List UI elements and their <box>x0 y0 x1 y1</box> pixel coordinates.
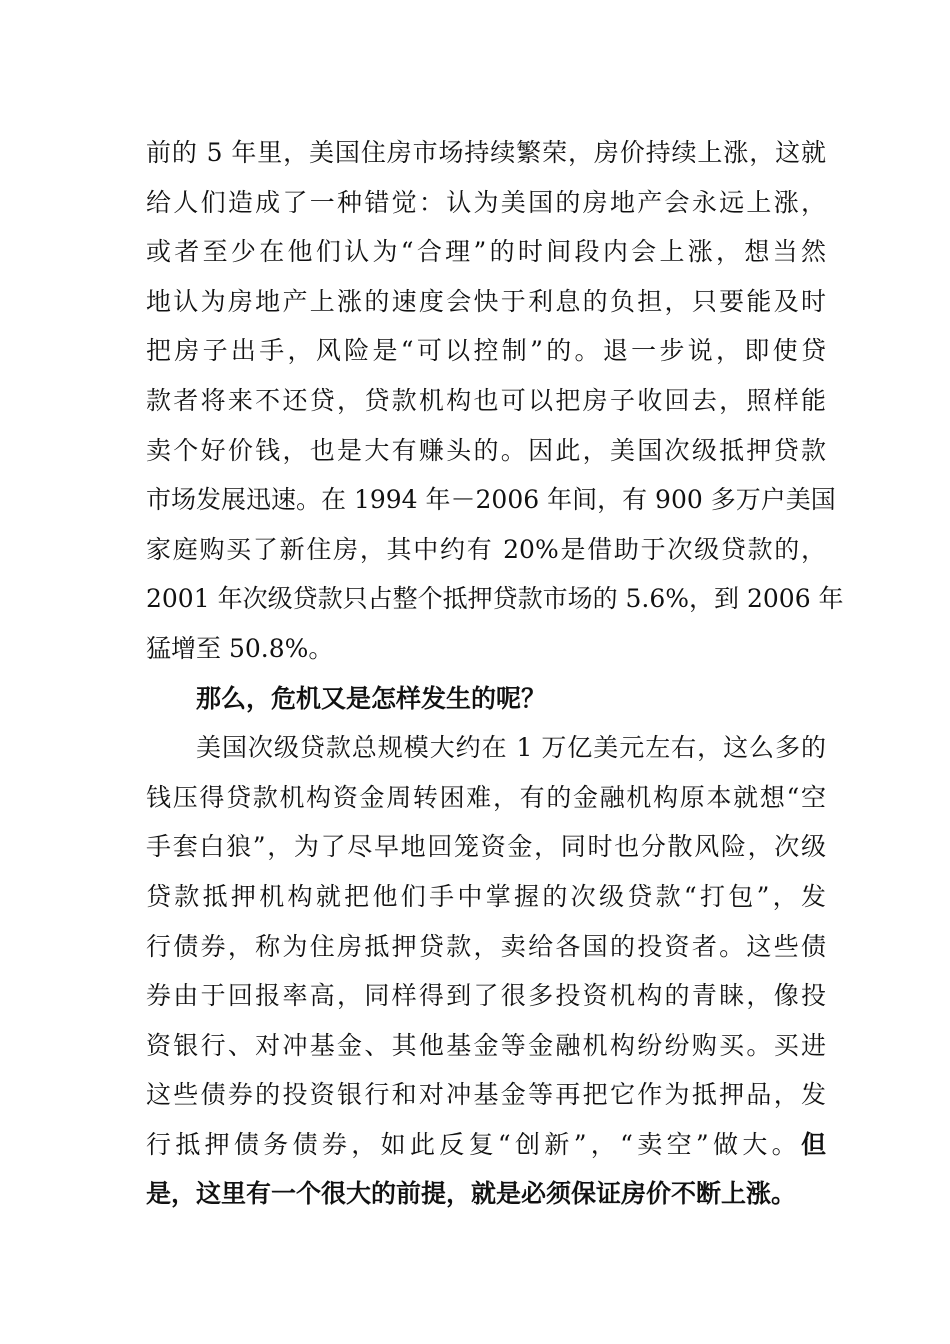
paragraph-2-conclusion-bold: 是，这里有一个很大的前提，就是必须保证房价不断上涨。 <box>146 1179 797 1209</box>
paragraph-1-line-5: 把房子出手，风险是“可以控制”的。退一步说，即使贷 <box>146 336 826 366</box>
paragraph-2-line-2: 钱压得贷款机构资金周转困难，有的金融机构原本就想“空 <box>146 782 826 812</box>
paragraph-1-line-11: 猛增至 50.8%。 <box>146 633 334 663</box>
paragraph-2-line-4: 贷款抵押机构就把他们手中掌握的次级贷款“打包”，发 <box>146 881 826 911</box>
paragraph-1-line-7: 卖个好价钱，也是大有赚头的。因此，美国次级抵押贷款 <box>146 435 826 465</box>
paragraph-1-line-8: 市场发展迅速。在 1994 年－2006 年间，有 900 多万户美国 <box>146 485 836 515</box>
paragraph-2-line-9-bold: 但 <box>800 1129 826 1159</box>
paragraph-1-line-1: 前的 5 年里，美国住房市场持续繁荣，房价持续上涨，这就 <box>146 138 826 167</box>
paragraph-2-line-7: 资银行、对冲基金、其他基金等金融机构纷纷购买。买进 <box>146 1030 826 1060</box>
paragraph-1-line-4: 地认为房地产上涨的速度会快于利息的负担，只要能及时 <box>146 286 826 316</box>
body-text <box>146 128 844 1219</box>
section-question-heading: 那么，危机又是怎样发生的呢？ <box>196 683 547 713</box>
paragraph-2-line-9-normal: 行抵押债务债券，如此反复“创新”，“卖空”做大。 <box>146 1129 801 1159</box>
paragraph-2-line-3: 手套白狼”，为了尽早地回笼资金，同时也分散风险，次级 <box>146 832 826 862</box>
paragraph-1-line-9: 家庭购买了新住房，其中约有 20%是借助于次级贷款的， <box>146 534 826 564</box>
paragraph-1-line-3: 或者至少在他们认为“合理”的时间段内会上涨，想当然 <box>146 237 826 267</box>
paragraph-2-line-1: 美国次级贷款总规模大约在 1 万亿美元左右，这么多的 <box>196 733 826 763</box>
paragraph-2-line-9 <box>146 1120 826 1170</box>
paragraph-1-line-2: 给人们造成了一种错觉：认为美国的房地产会永远上涨， <box>146 187 826 217</box>
paragraph-2-line-5: 行债券，称为住房抵押贷款，卖给各国的投资者。这些债 <box>146 931 826 961</box>
paragraph-2-line-8: 这些债券的投资银行和对冲基金等再把它作为抵押品，发 <box>146 1080 826 1110</box>
paragraph-1-line-6: 款者将来不还贷，贷款机构也可以把房子收回去，照样能 <box>146 385 826 415</box>
paragraph-1-line-10: 2001 年次级贷款只占整个抵押贷款市场的 5.6%，到 2006 年 <box>146 584 844 614</box>
paragraph-2-line-6: 券由于回报率高，同样得到了很多投资机构的青睐，像投 <box>146 981 826 1011</box>
